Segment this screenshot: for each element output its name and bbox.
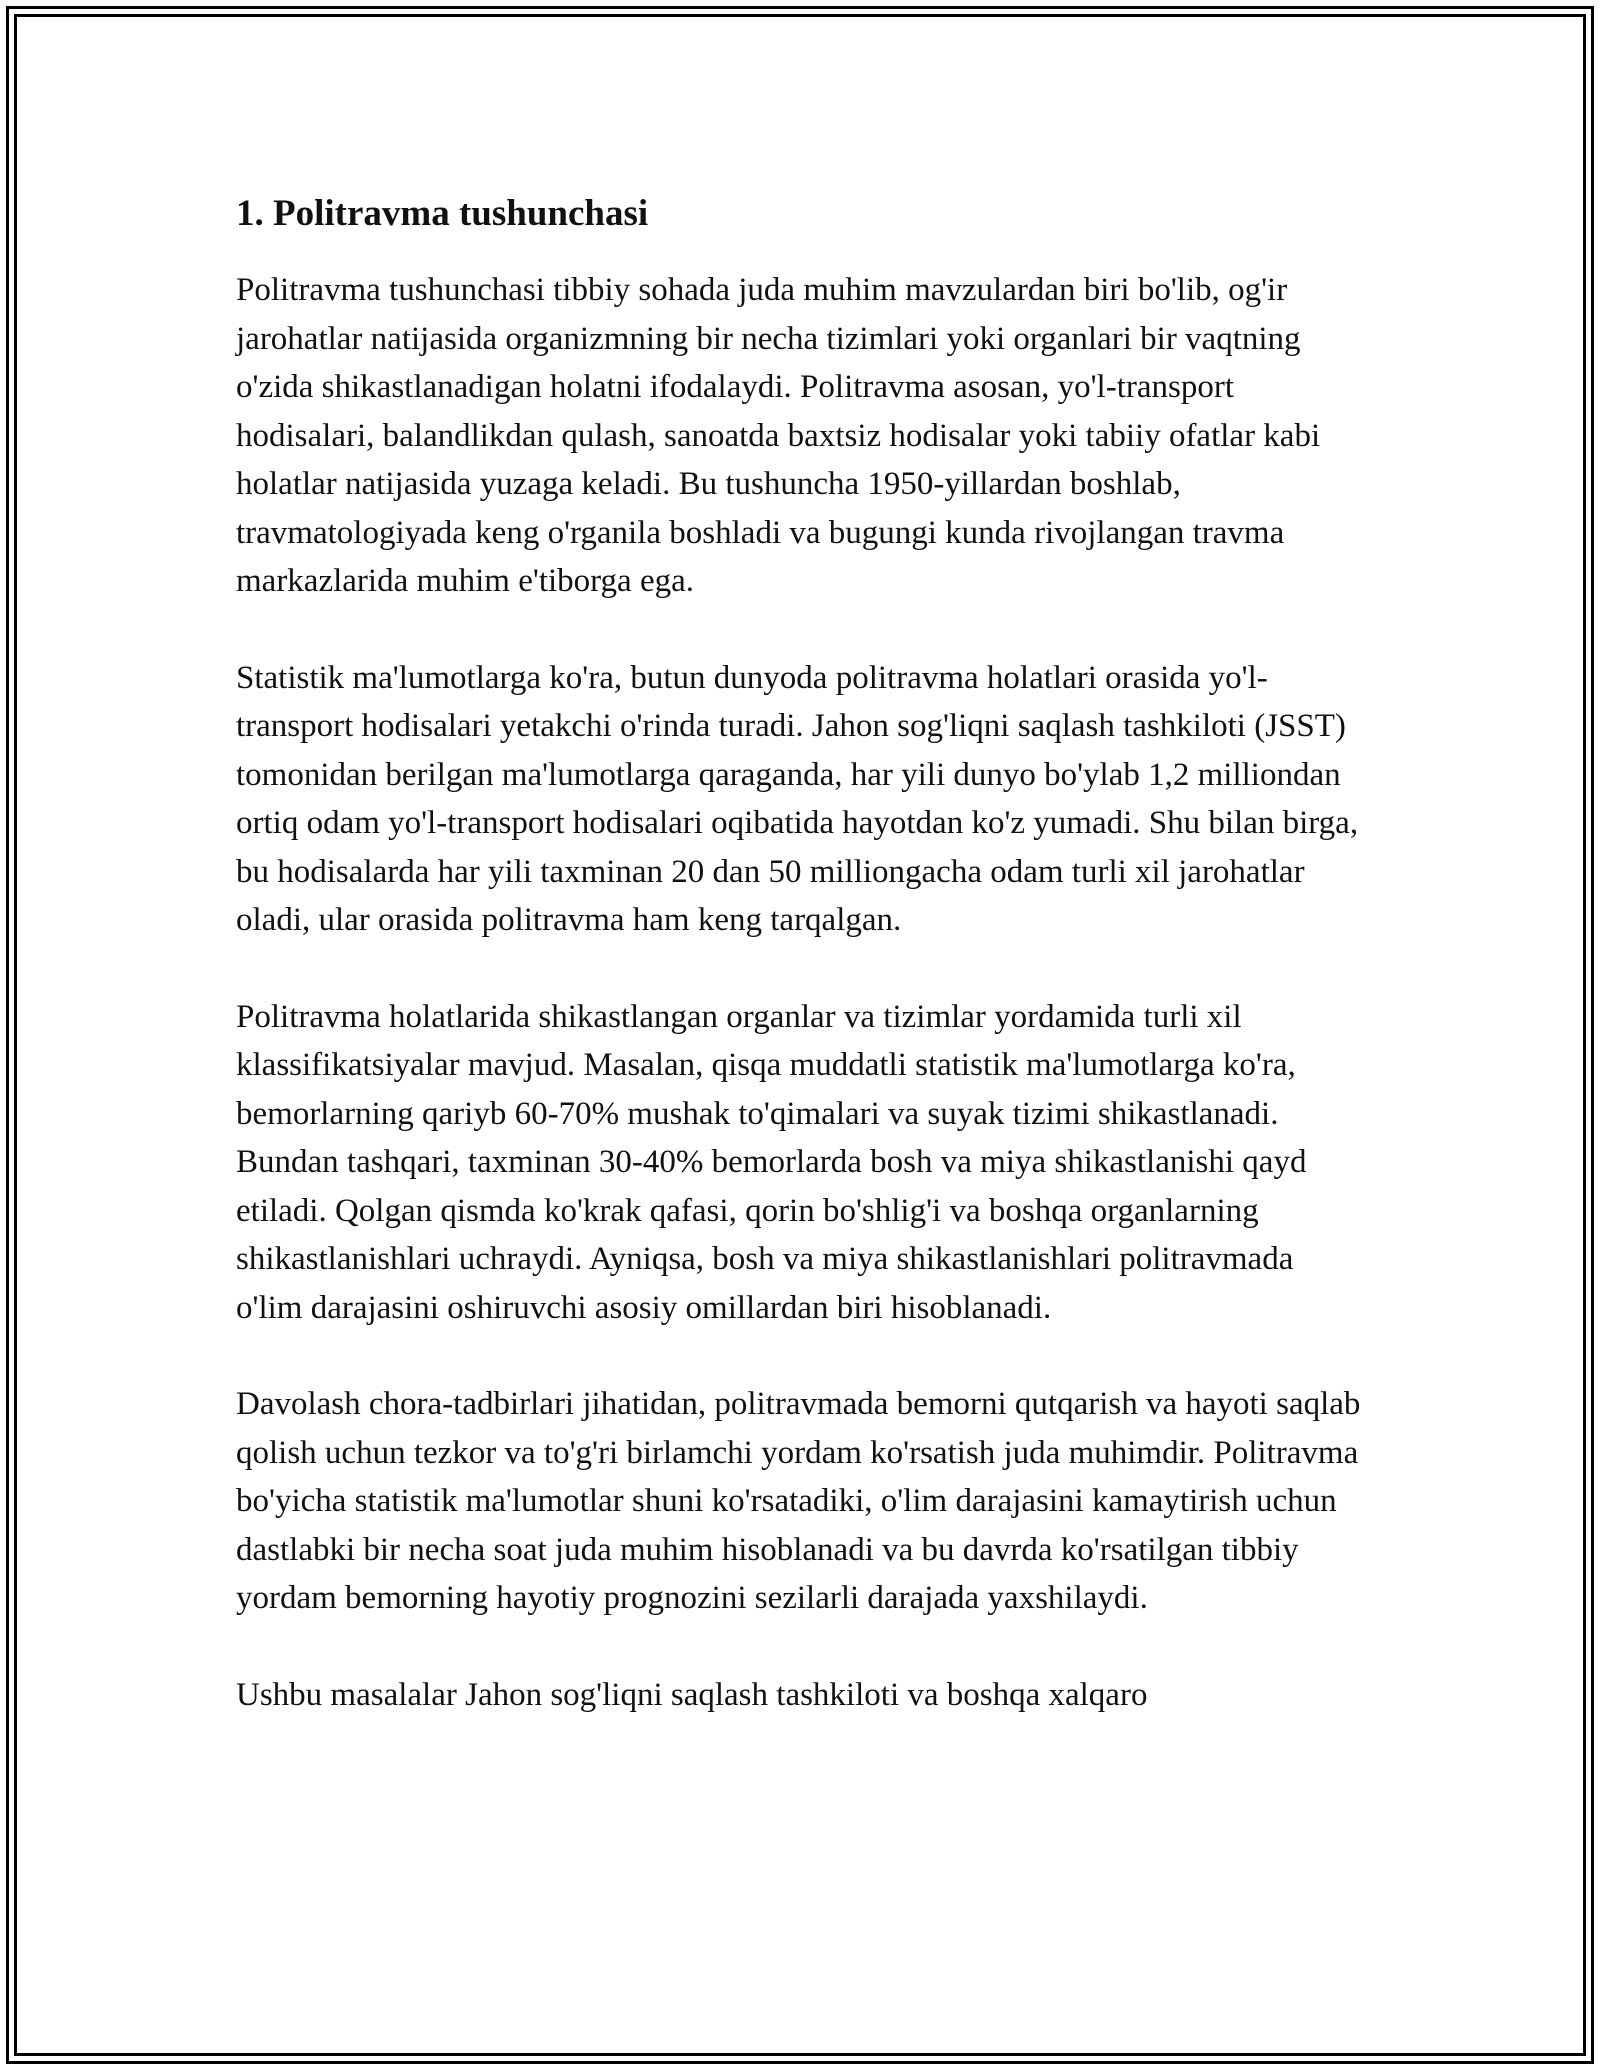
paragraph-treatment: Davolash chora-tadbirlari jihatidan, politravmada bemorni qutqarish va hayoti saqlab qolish uchun tezkor va to'g'ri birlamchi yordam ko'rsatish juda muhimdir. Politravma bo'yicha statistik ma'lumotlar shuni ko'rsatadiki, o'lim darajasini kamaytirish uchun dastlabki bir necha soat juda muhim hisoblanadi va bu davrda ko'rsatilgan tibbiy yordam bemorning hayotiy prognozini sezilarli darajada yaxshilaydi. — [236, 1386, 1361, 1616]
section-heading: 1. Politravma tushunchasi — [236, 193, 649, 234]
paragraph-statistics: Statistik ma'lumotlarga ko'ra, butun dunyoda politravma holatlari orasida yo'l-transport hodisalari yetakchi o'rinda turadi. Jahon sog'liqni saqlash tashkiloti (JSST) tomonidan berilgan ma'lumotlarga qaraganda, har yili dunyo bo'ylab 1,2 milliondan ortiq odam yo'l-transport hodisalari oqibatida hayotdan ko'z yumadi. Shu bilan birga, bu hodisalarda har yili taxminan 20 dan 50 milliongacha odam turli xil jarohatlar oladi, ular orasida politravma ham keng tarqalgan. — [236, 659, 1359, 938]
paragraph-continued: Ushbu masalalar Jahon sog'liqni saqlash tashkiloti va boshqa xalqaro — [236, 1676, 1148, 1713]
paragraph-definition: Politravma tushunchasi tibbiy sohada juda muhim mavzulardan biri bo'lib, og'ir jarohatlar natijasida organizmning bir necha tizimlari yoki organlari bir vaqtning o'zida shikastlanadigan holatni ifodalaydi. Politravma asosan, yo'l-transport hodisalari, balandlikdan qulash, sanoatda baxtsiz hodisalar yoki tabiiy ofatlar kabi holatlar natijasida yuzaga keladi. Bu tushuncha 1950-yillardan boshlab, travmatologiyada keng o'rganila boshladi va bugungi kunda rivojlangan travma markazlarida muhim e'tiborga ega. — [236, 272, 1321, 599]
paragraph-classification: Politravma holatlarida shikastlangan organlar va tizimlar yordamida turli xil klassifikatsiyalar mavjud. Masalan, qisqa muddatli statistik ma'lumotlarga ko'ra, bemorlarning qariyb 60-70% mushak to'qimalari va suyak tizimi shikastlanadi. Bundan tashqari, taxminan 30-40% bemorlarda bosh va miya shikastlanishi qayd etiladi. Qolgan qismda ko'krak qafasi, qorin bo'shlig'i va boshqa organlarning shikastlanishlari uchraydi. Ayniqsa, bosh va miya shikastlanishlari politravmada o'lim darajasini oshiruvchi asosiy omillardan biri hisoblanadi. — [236, 998, 1307, 1326]
document-body — [236, 188, 1366, 1719]
